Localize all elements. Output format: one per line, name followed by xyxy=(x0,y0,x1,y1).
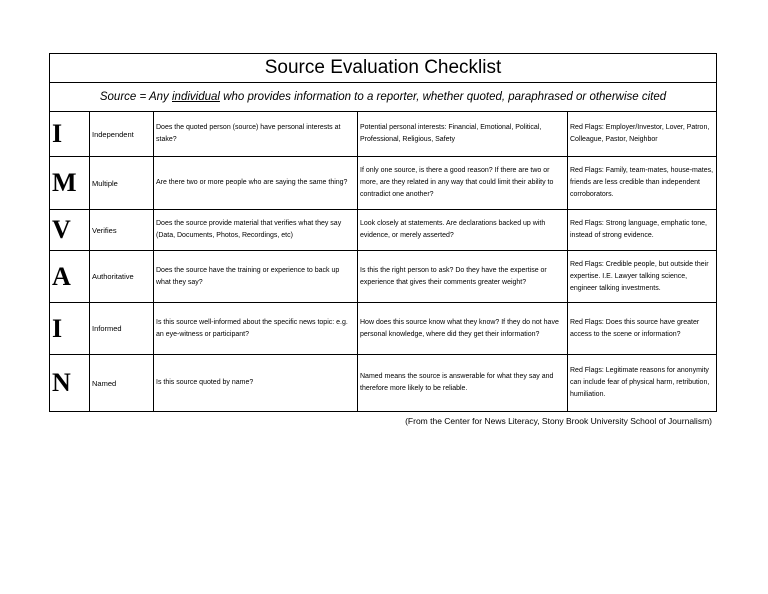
criterion-consideration: Is this the right person to ask? Do they have the expertise or experience that gives their comments greater weight? xyxy=(358,251,568,303)
source-attribution: (From the Center for News Literacy, Stony Brook University School of Journalism) xyxy=(405,416,712,426)
criterion-name: Multiple xyxy=(90,157,154,210)
table-row xyxy=(50,355,717,412)
criterion-name: Informed xyxy=(90,303,154,355)
acronym-letter: I xyxy=(50,303,90,355)
criterion-name: Independent xyxy=(90,112,154,157)
table-row xyxy=(50,251,717,303)
criterion-red-flags: Red Flags: Strong language, emphatic tone, instead of strong evidence. xyxy=(568,210,717,251)
table-row xyxy=(50,157,717,210)
acronym-letter: I xyxy=(50,112,90,157)
subtitle-row xyxy=(50,83,717,112)
source-evaluation-table xyxy=(49,53,717,412)
criterion-name: Verifies xyxy=(90,210,154,251)
criterion-question: Are there two or more people who are saying the same thing? xyxy=(154,157,358,210)
definition-emphasis: individual xyxy=(172,91,220,103)
source-definition xyxy=(50,83,717,112)
acronym-letter: N xyxy=(50,355,90,412)
definition-prefix: Source = Any xyxy=(99,91,172,103)
criterion-question: Is this source quoted by name? xyxy=(154,355,358,412)
page-title: Source Evaluation Checklist xyxy=(50,54,717,83)
table-row xyxy=(50,112,717,157)
table-row xyxy=(50,210,717,251)
table-row xyxy=(50,303,717,355)
criterion-red-flags: Red Flags: Does this source have greater access to the scene or information? xyxy=(568,303,717,355)
acronym-letter: A xyxy=(50,251,90,303)
criterion-question: Does the source have the training or experience to back up what they say? xyxy=(154,251,358,303)
criterion-name: Authoritative xyxy=(90,251,154,303)
criterion-question: Does the quoted person (source) have personal interests at stake? xyxy=(154,112,358,157)
acronym-letter: M xyxy=(50,157,90,210)
criterion-red-flags: Red Flags: Credible people, but outside their expertise. I.E. Lawyer talking science, engineer talking investments. xyxy=(568,251,717,303)
criterion-consideration: Look closely at statements. Are declarations backed up with evidence, or merely asserted? xyxy=(358,210,568,251)
criterion-red-flags: Red Flags: Legitimate reasons for anonymity can include fear of physical harm, retribution, humiliation. xyxy=(568,355,717,412)
criterion-red-flags: Red Flags: Family, team-mates, house-mates, friends are less credible than independent corroborators. xyxy=(568,157,717,210)
title-row xyxy=(50,54,717,83)
criterion-consideration: Named means the source is answerable for what they say and therefore more likely to be reliable. xyxy=(358,355,568,412)
criterion-consideration: Potential personal interests: Financial, Emotional, Political, Professional, Religious, Safety xyxy=(358,112,568,157)
acronym-letter: V xyxy=(50,210,90,251)
definition-suffix: who provides information to a reporter, whether quoted, paraphrased or otherwise cited xyxy=(219,91,667,103)
criterion-consideration: If only one source, is there a good reason? If there are two or more, are they related in any way that could limit their ability to contradict one another? xyxy=(358,157,568,210)
criterion-name: Named xyxy=(90,355,154,412)
criterion-red-flags: Red Flags: Employer/Investor, Lover, Patron, Colleague, Pastor, Neighbor xyxy=(568,112,717,157)
criterion-question: Does the source provide material that verifies what they say (Data, Documents, Photos, Recordings, etc) xyxy=(154,210,358,251)
criterion-consideration: How does this source know what they know? If they do not have personal knowledge, where did they get their information? xyxy=(358,303,568,355)
criterion-question: Is this source well-informed about the specific news topic: e.g. an eye-witness or participant? xyxy=(154,303,358,355)
